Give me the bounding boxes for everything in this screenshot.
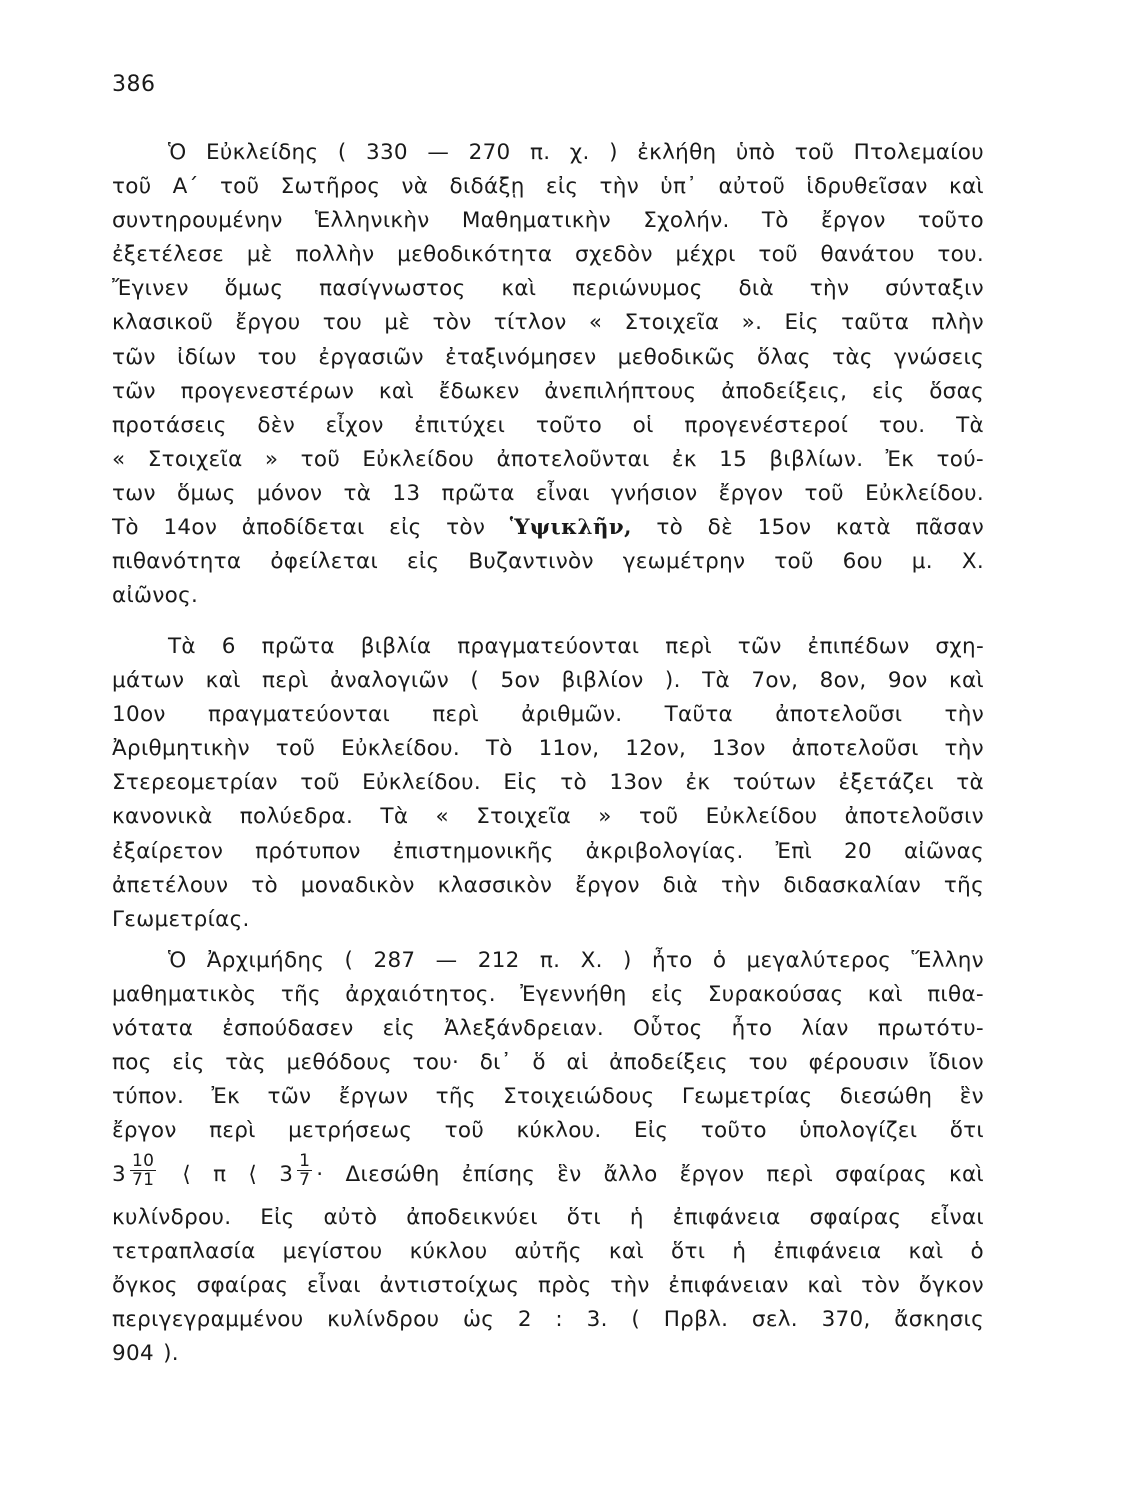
text-line: Ὁ Ἀρχιμήδης ( 287 — 212 π. Χ. ) ἦτο ὁ μεγαλύτερος Ἕλλην [168,948,984,973]
text-line: μάτων καὶ περὶ ἀναλογιῶν ( 5ον βιβλίον ). Τὰ 7ον, 8ον, 9ον καὶ [112,668,984,694]
text-line: Ἀριθμητικὴν τοῦ Εὐκλείδου. Τὸ 11ον, 12ον, 13ον ἀποτελοῦσι τὴν [112,736,984,762]
text-line: Ἔγινεν ὅμως πασίγνωστος καὶ περιώνυμος διὰ τὴν σύνταξιν [112,276,984,302]
text-line: περιγεγραμμένου κυλίνδρου ὡς 2 : 3. ( Πρβλ. σελ. 370, ἄσκησις [112,1306,984,1332]
text-line: τετραπλασία μεγίστου κύκλου αὐτῆς καὶ ὅτι ἡ ἐπιφάνεια καὶ ὁ [112,1238,984,1264]
text-line: κλασικοῦ ἔργου του μὲ τὸν τίτλον « Στοιχεῖα ». Εἰς ταῦτα πλὴν [112,310,984,336]
formula-line [112,1149,984,1201]
text-line: τοῦ Α΄ τοῦ Σωτῆρος νὰ διδάξῃ εἰς τὴν ὑπ᾽ αὐτοῦ ἱδρυθεῖσαν καὶ [112,174,984,200]
pi-symbol: π [213,1161,227,1187]
paragraph-euclid [112,136,984,613]
text-line: 904 ). [112,1340,179,1366]
text-line: πος εἰς τὰς μεθόδους του· δι᾽ ὅ αἱ ἀποδείξεις του φέρουσιν ἴδιον [112,1050,984,1076]
text-line: των ὅμως μόνον τὰ 13 πρῶτα εἶναι γνήσιον ἔργον τοῦ Εὐκλείδου. [112,480,984,506]
text-line: 10ον πραγματεύονται περὶ ἀριθμῶν. Ταῦτα ἀποτελοῦσι τὴν [112,702,984,728]
page-number: 386 [112,72,156,97]
text-fragment: Τὸ 14ον ἀποδίδεται εἰς τὸν [112,515,486,541]
text-line: κυλίνδρου. Εἰς αὐτὸ ἀποδεικνύει ὅτι ἡ ἐπιφάνεια σφαίρας εἶναι [112,1204,984,1230]
fraction-denominator: 7 [299,1170,311,1191]
formula-whole-2: 3 [279,1161,294,1187]
text-line: πιθανότητα ὀφείλεται εἰς Βυζαντινὸν γεωμέτρην τοῦ 6ου μ. Χ. [112,549,984,575]
less-than-symbol: ⟨ [182,1161,191,1187]
text-line: νότατα ἐσπούδασεν εἰς Ἀλεξάνδρειαν. Οὗτος ἦτο λίαν πρωτότυ- [112,1016,984,1042]
paragraph-elements [112,630,984,937]
text-line: Στερεομετρίαν τοῦ Εὐκλείδου. Εἰς τὸ 13ον ἐκ τούτων ἐξετάζει τὰ [112,770,984,796]
text-line: ἐξαίρετον πρότυπον ἐπιστημονικῆς ἀκριβολογίας. Ἐπὶ 20 αἰῶνας [112,838,984,864]
text-line: αἰῶνος. [112,583,199,609]
text-line: συντηρουμένην Ἑλληνικὴν Μαθηματικὴν Σχολήν. Τὸ ἔργον τοῦτο [112,208,984,234]
text-fragment: · Διεσώθη ἐπίσης ἓν ἄλλο ἔργον περὶ σφαίρας καὶ [316,1161,984,1187]
fraction-numerator: 10 [131,1151,155,1172]
fraction-1-7 [297,1152,312,1189]
text-line: Γεωμετρίας. [112,906,250,932]
text-line: μαθηματικὸς τῆς ἀρχαιότητος. Ἐγεννήθη εἰς Συρακούσας καὶ πιθα- [112,982,984,1008]
paragraph-archimedes [112,944,984,1371]
text-line: ὄγκος σφαίρας εἶναι ἀντιστοίχως πρὸς τὴν ἐπιφάνειαν καὶ τὸν ὄγκον [112,1272,984,1298]
fraction-denominator: 71 [131,1170,155,1191]
text-line: προτάσεις δὲν εἶχον ἐπιτύχει τοῦτο οἱ προγενέστεροί του. Τὰ [112,412,984,438]
formula-whole-1: 3 [112,1161,126,1187]
fraction-numerator: 1 [299,1151,311,1172]
text-line: τῶν προγενεστέρων καὶ ἔδωκεν ἀνεπιλήπτους ἀποδείξεις, εἰς ὅσας [112,378,984,404]
text-line: ἀπετέλουν τὸ μοναδικὸν κλασσικὸν ἔργον διὰ τὴν διδασκαλίαν τῆς [112,872,984,898]
text-line: ἔργον περὶ μετρήσεως τοῦ κύκλου. Εἰς τοῦτο ὑπολογίζει ὅτι [112,1118,984,1144]
text-line: κανονικὰ πολύεδρα. Τὰ « Στοιχεῖα » τοῦ Εὐκλείδου ἀποτελοῦσιν [112,804,984,830]
text-line: « Στοιχεῖα » τοῦ Εὐκλείδου ἀποτελοῦνται ἐκ 15 βιβλίων. Ἐκ τού- [112,446,984,472]
text-line: τῶν ἰδίων του ἐργασιῶν ἐταξινόμησεν μεθοδικῶς ὅλας τὰς γνώσεις [112,344,984,370]
text-line: ἐξετέλεσε μὲ πολλὴν μεθοδικότητα σχεδὸν μέχρι τοῦ θανάτου του. [112,242,984,268]
text-fragment: τὸ δὲ 15ον κατὰ πᾶσαν [656,515,984,541]
text-line-hypsicles [112,511,984,545]
less-than-symbol: ⟨ [248,1161,258,1187]
fraction-10-71 [130,1152,156,1189]
text-line: τύπον. Ἐκ τῶν ἔργων τῆς Στοιχειώδους Γεωμετρίας διεσώθη ἓν [112,1084,984,1110]
text-line: Ὁ Εὐκλείδης ( 330 — 270 π. χ. ) ἐκλήθη ὑπὸ τοῦ Πτολεμαίου [168,140,984,165]
text-line: Τὰ 6 πρῶτα βιβλία πραγματεύονται περὶ τῶν ἐπιπέδων σχη- [168,634,984,659]
hypsicles-name: Ὑψικλῆν, [509,515,632,541]
